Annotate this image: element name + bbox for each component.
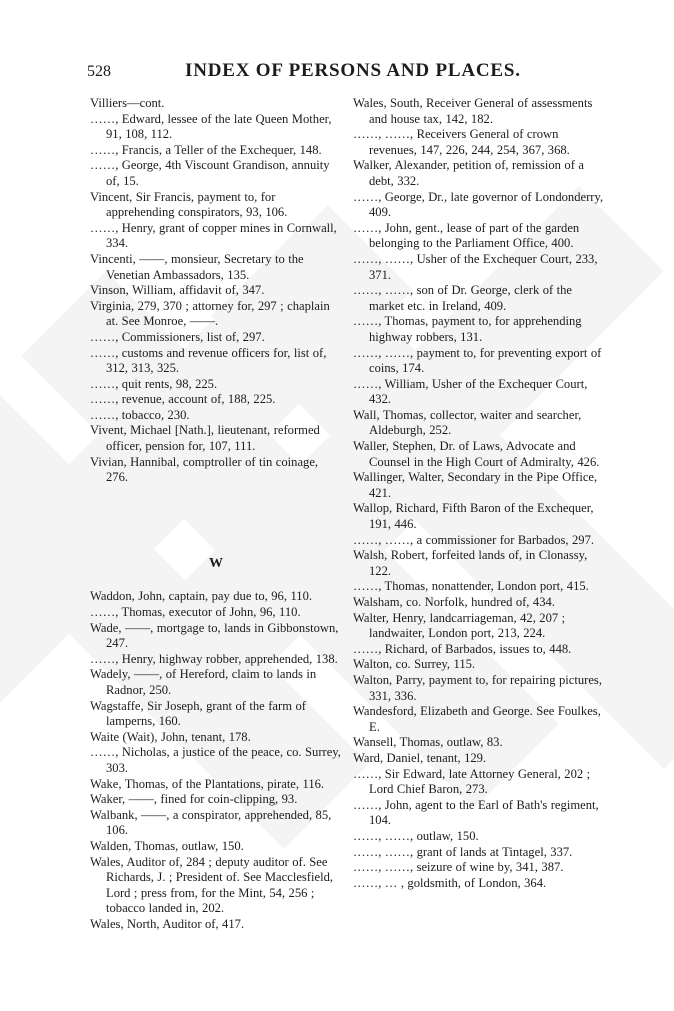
page-number: 528: [87, 63, 111, 80]
index-entry: Waller, Stephen, Dr. of Laws, Advocate and Counsel in the High Court of Admiralty, 426.: [353, 439, 600, 469]
index-entry: Walton, Parry, payment to, for repairing pictures, 331, 336.: [353, 672, 602, 703]
index-entry: Wansell, Thomas, outlaw, 83.: [353, 735, 503, 750]
index-entry: ……, ……, son of Dr. George, clerk of the market etc. in Ireland, 409.: [353, 283, 573, 313]
index-entry: ……, John, gent., lease of part of the garden belonging to the Parliament Office, 400.: [353, 220, 580, 251]
index-entry: ……, Sir Edward, late Attorney General, 202 ; Lord Chief Baron, 273.: [353, 766, 591, 797]
running-head: INDEX OF PERSONS AND PLACES.: [185, 60, 521, 81]
index-entry: ……, ……, Receivers General of crown revenues, 147, 226, 244, 254, 367, 368.: [353, 127, 570, 157]
index-entry: ……, Francis, a Teller of the Exchequer, 148.: [90, 142, 322, 157]
index-entry: Villiers—cont.: [90, 96, 165, 110]
index-entry: ……, revenue, account of, 188, 225.: [90, 392, 276, 407]
index-entry: Vinson, William, affidavit of, 347.: [90, 283, 265, 298]
index-entry: Waite (Wait), John, tenant, 178.: [90, 729, 251, 744]
index-entry: Wagstaffe, Sir Joseph, grant of the farm of lamperns, 160.: [90, 698, 306, 729]
index-entry: Walter, Henry, landcarriageman, 42, 207 ; landwaiter, London port, 213, 224.: [353, 610, 566, 641]
right-column: [353, 96, 605, 891]
index-entry: Wales, North, Auditor of, 417.: [90, 916, 245, 931]
index-entry: ……, Thomas, payment to, for apprehending highway robbers, 131.: [353, 314, 582, 344]
index-entry: ……, customs and revenue officers for, list of, 312, 313, 325.: [90, 345, 327, 376]
entries-after-w: [90, 589, 342, 932]
index-entry: Walden, Thomas, outlaw, 150.: [90, 838, 244, 853]
index-entry: ……, Richard, of Barbados, issues to, 448.: [353, 641, 572, 656]
index-entry: Wandesford, Elizabeth and George. See Foulkes, E.: [353, 704, 601, 734]
index-entry: ……, Henry, highway robber, apprehended, 138.: [90, 651, 338, 666]
index-entry: ……, … , goldsmith, of London, 364.: [353, 875, 547, 890]
index-entry: Waddon, John, captain, pay due to, 96, 110.: [90, 589, 313, 604]
section-letter: W: [209, 555, 223, 571]
index-entry: ……, ……, payment to, for preventing export of coins, 174.: [353, 345, 602, 376]
index-entry: Vivian, Hannibal, comptroller of tin coinage, 276.: [90, 454, 319, 485]
index-entry: Vincent, Sir Francis, payment to, for apprehending conspirators, 93, 106.: [90, 189, 288, 220]
index-entry: ……, quit rents, 98, 225.: [90, 376, 218, 391]
index-entry: Wallinger, Walter, Secondary in the Pipe Office, 421.: [353, 470, 598, 500]
index-entry: ……, tobacco, 230.: [90, 407, 190, 422]
index-entry: ……, ……, outlaw, 150.: [353, 828, 479, 843]
index-entry: Wadely, ——, of Hereford, claim to lands in Radnor, 250.: [90, 667, 317, 697]
index-entry: ……, William, Usher of the Exchequer Court, 432.: [353, 376, 588, 407]
index-entry: ……, Henry, grant of copper mines in Cornwall, 334.: [90, 220, 337, 251]
index-entry: Vivent, Michael [Nath.], lieutenant, reformed officer, pension for, 107, 111.: [90, 423, 320, 454]
index-entry: Virginia, 279, 370 ; attorney for, 297 ; chaplain at. See Monroe, ——.: [90, 298, 330, 329]
index-entry: ……, ……, grant of lands at Tintagel, 337.: [353, 844, 573, 859]
index-entry: ……, Thomas, executor of John, 96, 110.: [90, 605, 301, 620]
index-entry: Waker, ——, fined for coin-clipping, 93.: [90, 792, 298, 807]
index-entry: Wade, ——, mortgage to, lands in Gibbonstown, 247.: [90, 620, 339, 651]
index-entry: ……, George, 4th Viscount Grandison, annuity of, 15.: [90, 158, 330, 188]
index-entry: ……, Thomas, nonattender, London port, 415.: [353, 579, 589, 594]
index-entry: Walbank, ——, a conspirator, apprehended, 85, 106.: [90, 807, 332, 838]
index-entry: ……, John, agent to the Earl of Bath's regiment, 104.: [353, 797, 599, 828]
index-entry: Wall, Thomas, collector, waiter and searcher, Aldeburgh, 252.: [353, 407, 582, 438]
index-entry: ……, Commissioners, list of, 297.: [90, 329, 265, 344]
index-entry: Wallop, Richard, Fifth Baron of the Exchequer, 191, 446.: [353, 501, 594, 532]
left-column: [90, 96, 342, 933]
index-entry: Walsh, Robert, forfeited lands of, in Clonassy, 122.: [353, 548, 588, 578]
index-entry: Wales, Auditor of, 284 ; deputy auditor of. See Richards, J. ; President of. See Macclesfield, Lord ; press from, for the Mint, 54, 256 ; tobacco landed in, 202.: [90, 854, 334, 916]
index-entry: Walker, Alexander, petition of, remission of a debt, 332.: [353, 158, 584, 188]
index-entry: ……, ……, a commissioner for Barbados, 297.: [353, 532, 595, 547]
index-entry: ……, George, Dr., late governor of Londonderry, 409.: [353, 189, 604, 220]
index-entry: Ward, Daniel, tenant, 129.: [353, 750, 487, 765]
index-entry: ……, ……, Usher of the Exchequer Court, 233, 371.: [353, 251, 598, 282]
index-entry: ……, ……, seizure of wine by, 341, 387.: [353, 860, 564, 875]
entries-before-w: [90, 96, 342, 486]
index-entry: Wales, South, Receiver General of assessments and house tax, 142, 182.: [353, 96, 593, 126]
index-entry: Walton, co. Surrey, 115.: [353, 657, 476, 672]
index-entry: Wake, Thomas, of the Plantations, pirate, 116.: [90, 776, 325, 791]
index-entry: Walsham, co. Norfolk, hundred of, 434.: [353, 595, 555, 609]
index-entry: ……, Edward, lessee of the late Queen Mother, 91, 108, 112.: [90, 111, 332, 142]
index-entry: Vincenti, ——, monsieur, Secretary to the Venetian Ambassadors, 135.: [90, 251, 304, 282]
index-entry: ……, Nicholas, a justice of the peace, co. Surrey, 303.: [90, 745, 341, 775]
